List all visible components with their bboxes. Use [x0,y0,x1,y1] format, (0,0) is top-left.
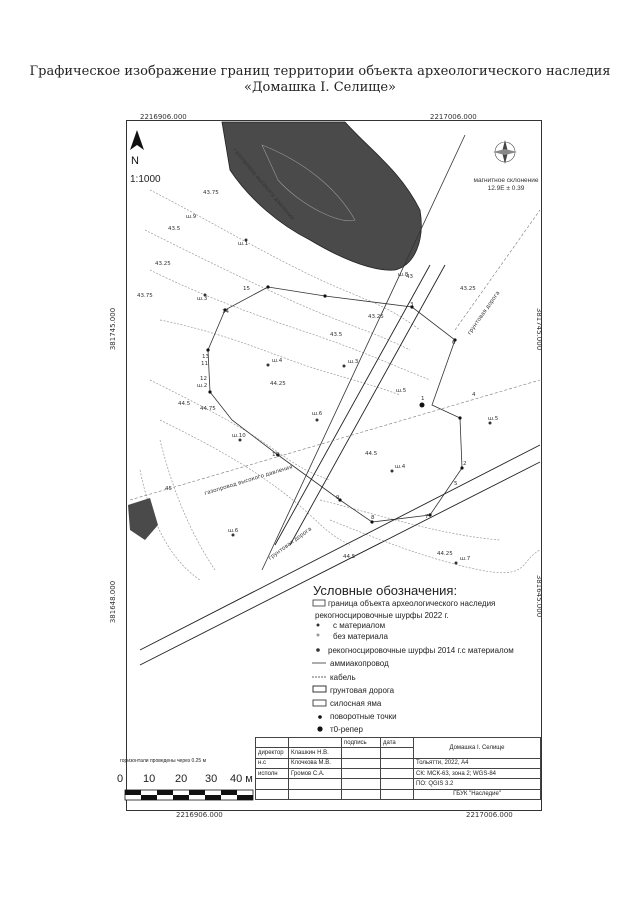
pit-label: ш.5 [488,416,499,422]
contour-label: 44.75 [200,406,216,412]
pit-label: ш.1 [238,241,249,247]
legend-item: грунтовая дорога [330,686,395,695]
page-subtitle: «Домашка I. Селище» [243,80,396,95]
coord-bottom-left: 2216906.000 [176,811,223,819]
contour-line [160,420,350,545]
coord-top-left: 2216906.000 [140,113,187,121]
contour-line [150,380,330,480]
pit-label: ш.10 [232,433,246,439]
declination-label: магнитное склонение [473,177,539,184]
name-cell: Клашкин Н.В. [289,748,342,758]
pit-label: ш.7 [460,556,471,562]
turning-point [458,416,461,419]
legend-silo-symbol [313,700,326,706]
svg-text:N: N [131,155,139,167]
scale-tick: 40 м [230,773,253,785]
pit-label: ш.4 [272,358,283,364]
legend-pit-with-material-symbol [317,624,320,627]
legend-benchmark-symbol [317,726,322,731]
point-label: 9 [336,495,340,501]
role-cell: н.с [256,758,289,768]
legend-turning-point-symbol [318,715,322,719]
org-cell: ГБУК "Наследие" [414,789,541,799]
contour-label: 45 [165,486,172,492]
point-label: 3 [410,302,414,308]
benchmark-marker [420,403,425,408]
pit-labels [186,214,499,562]
point-label: 6 [452,340,456,346]
road-label-lower: грунтовая дорога [267,526,314,562]
road-edge [275,265,430,545]
legend-item: силосная яма [330,699,382,708]
turning-point [323,294,326,297]
pit-label: ш.3 [348,359,359,365]
turning-point [266,285,269,288]
point-label: 12 [200,376,207,382]
contour-label: 43.5 [168,226,181,232]
point-label: 1 [421,396,425,402]
contour-note: горизонтали проведены через 0.25 м [120,758,207,764]
north-arrow-icon [128,128,146,168]
declination-value: 12.9E ± 0.39 [487,185,525,192]
coord-bottom-right: 2217006.000 [466,811,513,819]
legend-item: т0-репер [330,725,363,734]
coord-top-right: 2217006.000 [430,113,477,121]
point-label: 15 [243,286,250,292]
legend-item: без материала [333,632,388,641]
contour-label: 43.75 [137,293,153,299]
road-label-upper: грунтовая дорога [466,290,502,337]
contour-label: 44.25 [437,551,453,557]
scale-tick: 30 [205,773,218,785]
coord-right-upper: 381745.000 [535,307,544,351]
point-label: 8 [371,515,375,521]
coord-left-upper: 381745.000 [109,307,118,351]
pit-label: ш.8 [398,272,409,278]
contour-label: 44.5 [343,554,356,560]
pit-label: ш.2 [197,383,208,389]
point-label: 2 [463,461,467,467]
legend-item: граница объекта археологического наследия [328,599,496,608]
contour-label: 43 [406,274,413,280]
legend-title: Условные обозначения: [313,583,458,598]
pit-label: ш.4 [395,464,406,470]
test-pit-marker [316,419,319,422]
compass-rose-icon [493,140,517,164]
contour-label: 44.5 [365,451,378,457]
point-label: 10 [272,452,279,458]
contour-label: 44.25 [270,381,286,387]
map-scale: 1:1000 [130,174,161,185]
turning-point [428,513,431,516]
contour-label: 44.5 [178,401,191,407]
contour-label: 43.25 [460,286,476,292]
legend-item: кабель [330,673,356,682]
page-title: Графическое изображение границ территории объекта археологического наследия [29,64,611,79]
turning-point [206,348,209,351]
legend-pit-2014-symbol [316,648,320,652]
legend-item: рекогносцировочные шурфы 2014 г.с материалом [328,646,514,655]
contour-line [320,500,500,540]
point-label: 13 [202,354,209,360]
cable-line [130,380,540,500]
pit-label: ш.6 [312,411,323,417]
point-label: 11 [201,361,208,367]
title-block [255,737,541,800]
scale-tick: 10 [143,773,156,785]
contour-label: 43.5 [330,332,343,338]
site-name: Домашка I. Селище [414,738,541,759]
contour-labels [137,190,476,560]
legend-item: рекогносцировочные шурфы 2022 г. [315,611,449,620]
test-pit-marker [343,365,346,368]
coord-left-lower: 381648.000 [109,580,118,624]
info-cell: Тольятти, 2022, А4 [414,758,541,768]
silo-pit-area [222,122,421,270]
pipeline-label-left: газопровод высокого давления [203,464,294,497]
legend-item: поворотные точки [330,712,397,721]
legend-item: аммиакопровод [330,659,389,668]
info-cell: ПО: QGIS 3.2 [414,779,541,789]
test-pit-marker [267,364,270,367]
pit-label: ш.6 [228,528,239,534]
contour-label: 43.25 [155,261,171,267]
point-label: 4 [472,392,476,398]
name-cell: Клочкова М.В. [289,758,342,768]
silo-pit-small [128,498,158,540]
test-pit-marker [455,562,458,565]
contour-line [160,440,215,570]
contour-line [150,270,430,380]
point-label: 14 [222,309,229,315]
cable-line [455,210,540,330]
contour-line [330,520,540,573]
scale-tick: 20 [175,773,188,785]
test-pit-marker [391,470,394,473]
pit-label: ш.3 [197,296,208,302]
contour-label: 43.75 [203,190,219,196]
scale-tick: 0 [117,773,124,785]
legend-road-symbol [313,686,326,692]
pit-label: ш.5 [396,388,407,394]
magnetic-declination [466,177,546,193]
north-arrow [128,128,146,173]
role-cell: директор [256,748,289,758]
pipeline-label: газопровод высокого давления [231,147,295,222]
contour-label: 43.25 [368,314,384,320]
turning-point [208,390,211,393]
legend-boundary-symbol [313,600,325,606]
name-cell: Громов С.А. [289,768,342,778]
coord-right-lower: 381645.000 [535,574,544,618]
legend-item: с материалом [333,621,386,630]
pit-label: ш.9 [186,214,197,220]
scale-bar [125,790,253,800]
role-cell: исполн [256,768,289,778]
date-header: дата [381,738,414,748]
point-label: 5 [454,481,458,487]
info-cell: СК: МСК-63, зона 2; WGS-84 [414,768,541,778]
point-label: 7 [425,514,429,520]
legend-pit-without-material-symbol [317,634,320,637]
sign-header: подпись [342,738,381,748]
